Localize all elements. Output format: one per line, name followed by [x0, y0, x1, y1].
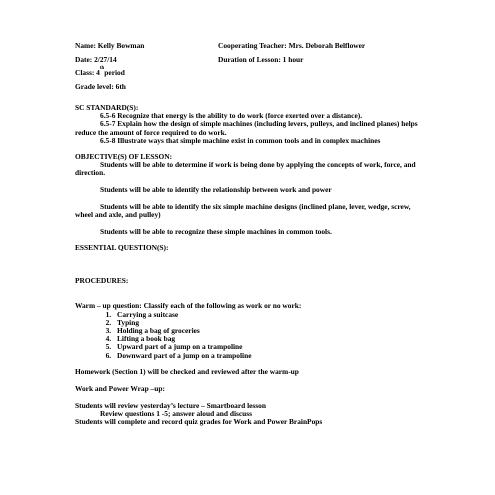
objective-item: Students will be able to recognize these simple machines in common tools. — [100, 226, 332, 236]
warmup-task-list — [75, 311, 425, 360]
objective-item: Students will be able to identify the relationship between work and power — [100, 185, 332, 195]
lesson-date: Date: 2/27/14 — [75, 54, 117, 64]
student-name: Name: Kelly Bowman — [75, 41, 145, 50]
standards-title: SC STANDARD(S): — [75, 103, 139, 112]
list-item: 5. Upward part of a jump on a trampoline — [113, 343, 425, 351]
standard-item: 6.5-8 Illustrate ways that simple machine exist in common tools and in complex machines — [100, 135, 381, 145]
standard-item: 6.5-7 Explain how the design of simple machines (including levers, pulleys, and inclined planes) helps reduce the amount of force required to do work. — [75, 119, 418, 137]
list-item: 3. Holding a bag of groceries — [113, 327, 425, 335]
objective-item: Students will be able to determine if work is being done by applying the concepts of work, force, and direction. — [75, 160, 416, 178]
objectives-title: OBJECTIVE(S) OF LESSON: — [75, 152, 173, 162]
list-item: 2. Typing — [113, 319, 425, 327]
lesson-duration: Duration of Lesson: 1 hour — [218, 54, 304, 64]
objective-item: Students will be able to identify the six simple machine designs (inclined plane, lever, wedge, screw, wheel and axle, and pulley) — [75, 201, 411, 220]
grade-level: Grade level: 6th — [75, 81, 126, 91]
lesson-plan-page — [75, 42, 425, 426]
quiz-note: Students will complete and record quiz grades for Work and Power BrainPops — [75, 417, 323, 427]
class-prefix: Class: 4 — [75, 68, 100, 77]
review-questions: Review questions 1 -5; answer aloud and discuss — [100, 408, 253, 418]
header-row-2 — [75, 56, 425, 70]
essential-questions-title: ESSENTIAL QUESTION(S): — [75, 243, 169, 253]
wrap-up-title: Work and Power Wrap –up: — [75, 383, 165, 393]
cooperating-teacher: Cooperating Teacher: Mrs. Deborah Belflower — [218, 41, 366, 50]
header-row-1 — [75, 42, 425, 56]
review-lecture: Students will review yesterday’s lecture – Smartboard lesson — [75, 400, 266, 410]
list-item: 6. Downward part of a jump on a trampoline — [113, 352, 425, 360]
standard-item: 6.5-6 Recognize that energy is the ability to do work (force exerted over a distance). — [100, 111, 363, 121]
list-item: 4. Lifting a book bag — [113, 335, 425, 343]
class-ordinal: th — [99, 66, 105, 71]
procedures-title: PROCEDURES: — [75, 276, 129, 286]
class-period — [75, 66, 425, 83]
warmup-question: Warm – up question: Classify each of the following as work or no work: — [75, 301, 302, 311]
class-suffix: period — [104, 68, 125, 77]
homework-note: Homework (Section 1) will be checked and reviewed after the warm-up — [75, 367, 299, 377]
list-item: 1. Carrying a suitcase — [113, 311, 425, 319]
